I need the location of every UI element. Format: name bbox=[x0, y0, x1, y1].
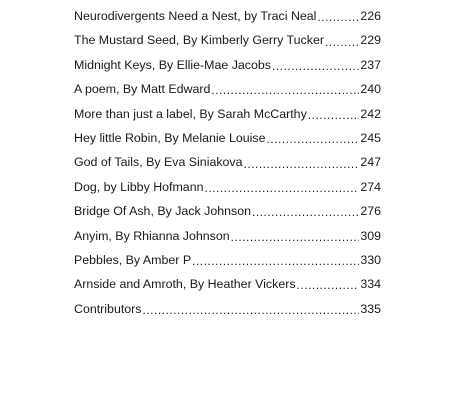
table-of-contents bbox=[74, 4, 381, 321]
toc-entry bbox=[74, 28, 381, 52]
toc-entry bbox=[74, 248, 381, 272]
toc-entry bbox=[74, 297, 381, 321]
toc-entry-title: Bridge Of Ash, By Jack Johnson bbox=[74, 204, 252, 219]
toc-entry-page: 276 bbox=[360, 204, 381, 219]
toc-entry bbox=[74, 77, 381, 101]
toc-entry-page: 309 bbox=[360, 228, 381, 243]
toc-entry bbox=[74, 4, 381, 28]
toc-entry-page: 237 bbox=[360, 57, 381, 72]
toc-dot-leader bbox=[252, 206, 359, 218]
toc-dot-leader bbox=[266, 133, 359, 145]
toc-entry-title: Neurodivergents Need a Nest, by Traci Neal bbox=[74, 8, 317, 23]
toc-dot-leader bbox=[211, 84, 359, 96]
toc-entry bbox=[74, 199, 381, 223]
toc-entry-title: God of Tails, By Eva Siniakova bbox=[74, 155, 243, 170]
toc-entry-title: More than just a label, By Sarah McCarthy bbox=[74, 106, 307, 121]
toc-entry-page: 226 bbox=[360, 8, 381, 23]
toc-entry-page: 242 bbox=[360, 106, 381, 121]
toc-entry-title: A poem, By Matt Edward bbox=[74, 82, 211, 97]
toc-entry-title: Dog, by Libby Hofmann bbox=[74, 179, 204, 194]
toc-entry bbox=[74, 224, 381, 248]
toc-entry bbox=[74, 102, 381, 126]
toc-entry-title: Pebbles, By Amber P bbox=[74, 252, 192, 267]
toc-entry bbox=[74, 126, 381, 150]
toc-entry-page: 330 bbox=[360, 252, 381, 267]
toc-dot-leader bbox=[205, 182, 360, 194]
toc-entry-page: 335 bbox=[360, 301, 381, 316]
toc-dot-leader bbox=[317, 11, 359, 23]
toc-entry-title: Hey little Robin, By Melanie Louise bbox=[74, 130, 266, 145]
toc-dot-leader bbox=[244, 158, 360, 170]
toc-entry-page: 274 bbox=[360, 179, 381, 194]
toc-entry-page: 245 bbox=[360, 130, 381, 145]
toc-dot-leader bbox=[192, 255, 359, 267]
toc-dot-leader bbox=[231, 231, 360, 243]
toc-entry-title: Arnside and Amroth, By Heather Vickers bbox=[74, 277, 296, 292]
toc-entry-page: 240 bbox=[360, 82, 381, 97]
toc-entry-title: Contributors bbox=[74, 301, 142, 316]
toc-dot-leader bbox=[143, 304, 360, 316]
toc-dot-leader bbox=[325, 36, 359, 48]
toc-dot-leader bbox=[297, 279, 360, 291]
toc-entry-title: Anyim, By Rhianna Johnson bbox=[74, 228, 230, 243]
toc-entry-page: 247 bbox=[360, 155, 381, 170]
toc-entry bbox=[74, 53, 381, 77]
toc-entry-page: 229 bbox=[360, 33, 381, 48]
toc-entry bbox=[74, 175, 381, 199]
toc-dot-leader bbox=[272, 60, 359, 72]
toc-dot-leader bbox=[308, 109, 360, 121]
toc-entry-title: Midnight Keys, By Ellie-Mae Jacobs bbox=[74, 57, 271, 72]
toc-entry-title: The Mustard Seed, By Kimberly Gerry Tucker bbox=[74, 33, 324, 48]
toc-entry bbox=[74, 150, 381, 174]
toc-entry bbox=[74, 272, 381, 296]
toc-entry-page: 334 bbox=[360, 277, 381, 292]
